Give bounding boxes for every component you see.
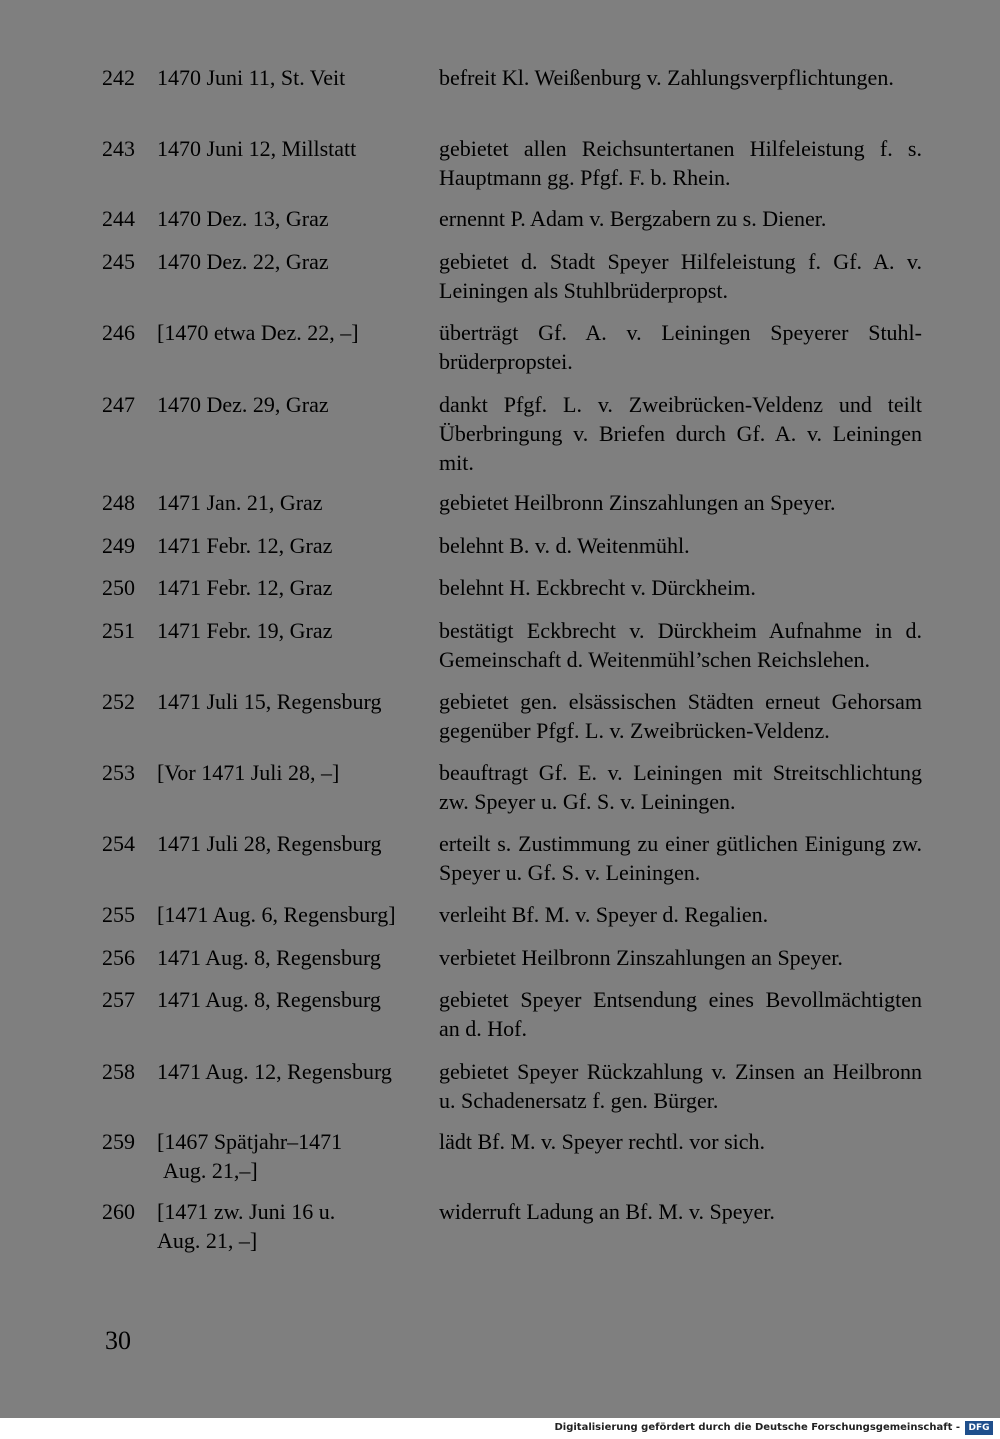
entry-description: verleiht Bf. M. v. Speyer d. Regalien. bbox=[439, 902, 769, 927]
entry-number: 256 bbox=[102, 945, 135, 970]
entry-date bbox=[157, 758, 427, 787]
entry-date-line: Aug. 21, –] bbox=[157, 1228, 258, 1253]
entry-description: belehnt B. v. d. Weitenmühl. bbox=[439, 533, 690, 558]
entry-date bbox=[157, 616, 427, 645]
entry-date bbox=[157, 488, 427, 517]
entry-description: gebietet gen. elsässischen Städten erneut Gehorsam gegenüber Pfgf. L. v. Zweibrücken-Veldenz. bbox=[439, 689, 922, 743]
entry-description: verbietet Heilbronn Zinszahlungen an Speyer. bbox=[439, 945, 843, 970]
entry-number: 260 bbox=[102, 1199, 135, 1224]
entry-description: gebietet Speyer Entsendung eines Bevollmächtigten an d. Hof. bbox=[439, 987, 922, 1041]
entry-number: 257 bbox=[102, 987, 135, 1012]
entry-date-line: 1471 Febr. 12, Graz bbox=[157, 533, 333, 558]
entry-description: befreit Kl. Weißenburg v. Zahlungsverpflichtungen. bbox=[439, 65, 894, 90]
entry-date-line: 1471 Juli 15, Regensburg bbox=[157, 689, 382, 714]
entry-date bbox=[157, 204, 427, 233]
entry-date bbox=[157, 63, 427, 92]
entry-number: 251 bbox=[102, 618, 135, 643]
entry-description: bestätigt Eckbrecht v. Dürckheim Aufnahme in d. Gemeinschaft d. Weitenmühl’schen Reichslehen. bbox=[439, 618, 922, 672]
entry-date bbox=[157, 943, 427, 972]
entry-date bbox=[157, 1057, 427, 1086]
entry-number: 248 bbox=[102, 490, 135, 515]
entry-date bbox=[157, 390, 427, 419]
entry-description: gebietet d. Stadt Speyer Hilfeleistung f. Gf. A. v. Leiningen als Stuhlbrüderpropst. bbox=[439, 249, 922, 303]
entry-date-line: [1470 etwa Dez. 22, –] bbox=[157, 320, 359, 345]
entry-date bbox=[157, 134, 427, 163]
entry-number: 249 bbox=[102, 533, 135, 558]
entry-description: ernennt P. Adam v. Bergzabern zu s. Diener. bbox=[439, 206, 827, 231]
entry-description: erteilt s. Zustimmung zu einer gütlichen Einigung zw. Speyer u. Gf. S. v. Leiningen. bbox=[439, 831, 922, 885]
entry-number: 243 bbox=[102, 136, 135, 161]
entry-description: beauftragt Gf. E. v. Leiningen mit Streitschlichtung zw. Speyer u. Gf. S. v. Leiningen. bbox=[439, 760, 922, 814]
entry-date-line: [1471 Aug. 6, Regensburg] bbox=[157, 902, 396, 927]
entry-date bbox=[157, 829, 427, 858]
entry-date-line: 1470 Dez. 22, Graz bbox=[157, 249, 329, 274]
funding-note: Digitalisierung gefördert durch die Deutsche Forschungsgemeinschaft - bbox=[554, 1422, 960, 1433]
entry-date-line: 1471 Febr. 19, Graz bbox=[157, 618, 333, 643]
page-number: 30 bbox=[105, 1326, 131, 1355]
entry-date bbox=[157, 318, 427, 347]
entry-date-line: 1470 Juni 12, Millstatt bbox=[157, 136, 357, 161]
entry-date bbox=[157, 985, 427, 1014]
entry-number: 244 bbox=[102, 206, 135, 231]
entry-date-line: 1471 Jan. 21, Graz bbox=[157, 490, 323, 515]
entry-description: lädt Bf. M. v. Speyer rechtl. vor sich. bbox=[439, 1129, 766, 1154]
entry-description: dankt Pfgf. L. v. Zweibrücken-Veldenz und teilt Überbringung v. Briefen durch Gf. A. v. Leiningen mit. bbox=[439, 392, 922, 475]
entry-date-line: [Vor 1471 Juli 28, –] bbox=[157, 760, 340, 785]
entry-date bbox=[157, 1197, 427, 1255]
entry-date-line: 1471 Aug. 12, Regensburg bbox=[157, 1059, 392, 1084]
entry-date-line: 1470 Dez. 13, Graz bbox=[157, 206, 329, 231]
entry-description: gebietet Speyer Rückzahlung v. Zinsen an Heilbronn u. Schadenersatz f. gen. Bürger. bbox=[439, 1059, 922, 1113]
entry-date bbox=[157, 1127, 427, 1185]
entry-number: 250 bbox=[102, 575, 135, 600]
entry-date-line: 1471 Aug. 8, Regensburg bbox=[157, 945, 381, 970]
entry-number: 246 bbox=[102, 320, 135, 345]
entry-number: 245 bbox=[102, 249, 135, 274]
entry-number: 259 bbox=[102, 1129, 135, 1154]
entry-date bbox=[157, 531, 427, 560]
entry-number: 247 bbox=[102, 392, 135, 417]
entry-date-line: 1471 Aug. 8, Regensburg bbox=[157, 987, 381, 1012]
entry-date bbox=[157, 247, 427, 276]
entry-date bbox=[157, 900, 427, 929]
entry-description: gebietet Heilbronn Zinszahlungen an Speyer. bbox=[439, 490, 836, 515]
entry-number: 254 bbox=[102, 831, 135, 856]
entry-number: 253 bbox=[102, 760, 135, 785]
entry-number: 242 bbox=[102, 65, 135, 90]
entry-date-line: 1471 Juli 28, Regensburg bbox=[157, 831, 382, 856]
entry-date-line: 1470 Juni 11, St. Veit bbox=[157, 65, 346, 90]
entry-description: überträgt Gf. A. v. Leiningen Speyerer Stuhlbrüderpropstei. bbox=[439, 320, 922, 374]
entry-number: 255 bbox=[102, 902, 135, 927]
entry-date-line: Aug. 21,–] bbox=[163, 1158, 258, 1183]
entry-number: 252 bbox=[102, 689, 135, 714]
entry-date-line: 1471 Febr. 12, Graz bbox=[157, 575, 333, 600]
entry-date bbox=[157, 687, 427, 716]
entry-number: 258 bbox=[102, 1059, 135, 1084]
dfg-logo: DFG bbox=[965, 1421, 993, 1435]
footer-bar bbox=[0, 1418, 1000, 1439]
entry-description: belehnt H. Eckbrecht v. Dürckheim. bbox=[439, 575, 756, 600]
entry-description: gebietet allen Reichsuntertanen Hilfeleistung f. s. Hauptmann gg. Pfgf. F. b. Rhein. bbox=[439, 136, 922, 190]
entry-description: widerruft Ladung an Bf. M. v. Speyer. bbox=[439, 1199, 775, 1224]
entry-date bbox=[157, 573, 427, 602]
entry-date-line: 1470 Dez. 29, Graz bbox=[157, 392, 329, 417]
entry-date-line: [1467 Spätjahr–1471 bbox=[157, 1129, 343, 1154]
entry-date-line: [1471 zw. Juni 16 u. bbox=[157, 1199, 336, 1224]
